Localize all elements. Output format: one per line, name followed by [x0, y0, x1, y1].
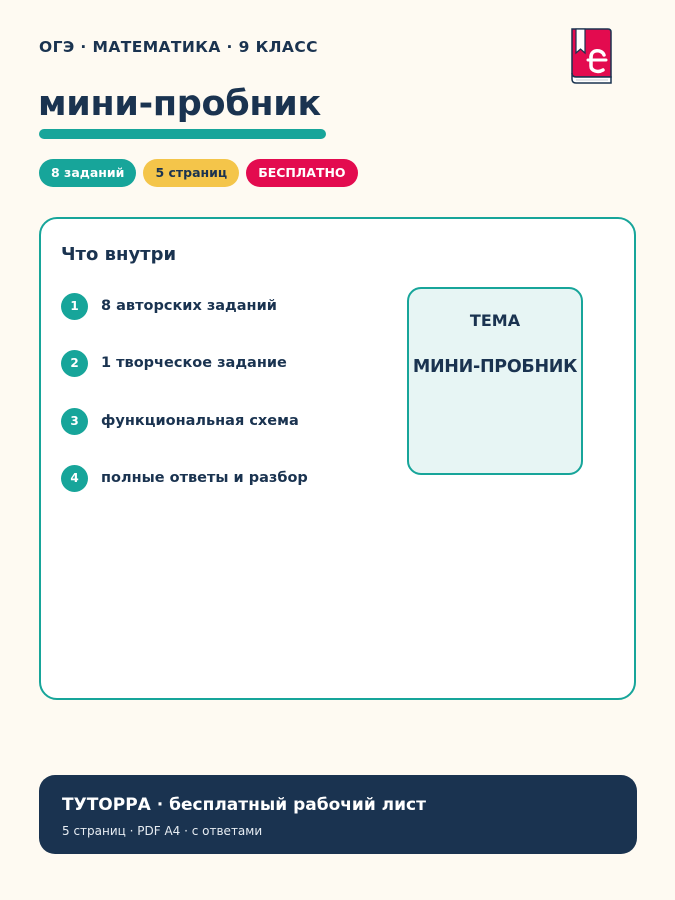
contents-item-label: 8 авторских заданий	[101, 298, 277, 314]
footer-subtitle: 5 страниц · PDF A4 · с ответами	[62, 824, 263, 838]
page-title: мини-пробник	[38, 84, 321, 124]
footer-banner	[39, 775, 637, 854]
item-number-badge: 2	[61, 350, 88, 377]
free-badge: БЕСПЛАТНО	[246, 159, 357, 187]
subject-heading: ОГЭ · МАТЕМАТИКА · 9 КЛАСС	[39, 38, 318, 56]
title-underline	[39, 129, 326, 139]
footer-title: ТУТОРРА · бесплатный рабочий лист	[62, 795, 426, 815]
contents-title: Что внутри	[61, 244, 177, 265]
pages-count-badge: 5 страниц	[143, 159, 239, 187]
contents-item-label: функциональная схема	[101, 413, 299, 429]
contents-item	[61, 407, 299, 435]
contents-item	[61, 464, 308, 492]
item-number-badge: 4	[61, 465, 88, 492]
tasks-count-badge: 8 заданий	[39, 159, 136, 187]
contents-item	[61, 292, 277, 320]
contents-card	[39, 217, 636, 700]
contents-item	[61, 349, 287, 377]
topic-box	[407, 287, 583, 475]
item-number-badge: 1	[61, 293, 88, 320]
book-bookmark-logo-icon	[568, 27, 614, 87]
topic-label: ТЕМА	[469, 311, 521, 330]
contents-item-label: 1 творческое задание	[101, 355, 287, 371]
item-number-badge: 3	[61, 408, 88, 435]
badge-row	[39, 159, 358, 187]
contents-item-label: полные ответы и разбор	[101, 470, 308, 486]
topic-name: МИНИ-ПРОБНИК	[412, 357, 578, 377]
